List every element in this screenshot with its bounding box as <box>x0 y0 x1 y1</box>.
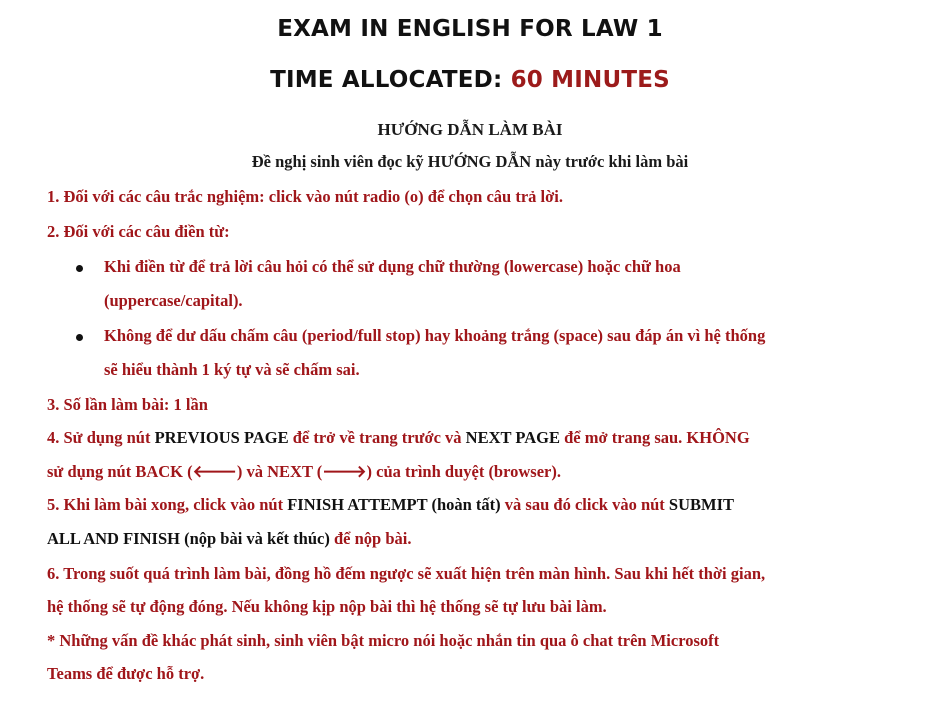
note-line-1: * Những vấn đề khác phát sinh, sinh viên bật micro nói hoặc nhắn tin qua ô chat trên Microsoft <box>47 631 720 650</box>
bullet-1-line-1: Khi điền từ để trả lời câu hỏi có thể sử dụng chữ thường (lowercase) hoặc chữ hoa <box>104 257 681 276</box>
instruction-item-5-line-2 <box>47 529 411 549</box>
submit-label: SUBMIT <box>668 495 735 514</box>
instruction-item-2: 2. Đối với các câu điền từ: <box>47 222 230 241</box>
next-page-label: NEXT PAGE <box>465 428 560 447</box>
time-value: 60 MINUTES <box>510 67 670 93</box>
bullet-1-line-2: (uppercase/capital). <box>104 291 243 310</box>
time-label: TIME ALLOCATED: <box>270 67 511 93</box>
guide-heading: HƯỚNG DẪN LÀM BÀI <box>377 120 563 139</box>
instruction-item-1: 1. Đối với các câu trắc nghiệm: click vào nút radio (o) để chọn câu trả lời. <box>47 187 563 206</box>
bullet-2-line-1: Không để dư dấu chấm câu (period/full stop) hay khoảng trắng (space) sau đáp án vì hệ thống <box>104 326 766 345</box>
guide-subheading: Đề nghị sinh viên đọc kỹ HƯỚNG DẪN này trước khi làm bài <box>251 152 689 171</box>
instruction-item-6-line-1: 6. Trong suốt quá trình làm bài, đồng hồ đếm ngược sẽ xuất hiện trên màn hình. Sau khi hết thời gian, <box>47 564 766 583</box>
note-line-2: Teams để được hỗ trợ. <box>47 664 205 683</box>
bullet-dot <box>76 334 83 341</box>
item5-text: để nộp bài. <box>329 529 412 548</box>
bullet-dot <box>76 265 83 272</box>
time-allocated <box>0 67 940 93</box>
instruction-item-6-line-2: hệ thống sẽ tự động đóng. Nếu không kịp nộp bài thì hệ thống sẽ tự lưu bài làm. <box>47 597 607 616</box>
instruction-item-4-line-1 <box>47 428 750 448</box>
item5-text: và sau đó click vào nút <box>500 495 669 514</box>
previous-page-label: PREVIOUS PAGE <box>154 428 289 447</box>
item4-text: 4. Sử dụng nút <box>47 428 155 447</box>
instruction-item-5-line-1 <box>47 495 734 515</box>
instruction-item-4-line-2: sử dụng nút BACK (🡐) và NEXT (🡒) của trình duyệt (browser). <box>47 462 561 481</box>
instruction-item-3: 3. Số lần làm bài: 1 lần <box>47 395 208 414</box>
item4-text: để trở về trang trước và <box>288 428 466 447</box>
item5-text: 5. Khi làm bài xong, click vào nút <box>47 495 288 514</box>
item4-text: để mở trang sau. KHÔNG <box>559 428 750 447</box>
bullet-2-line-2: sẽ hiểu thành 1 ký tự và sẽ chấm sai. <box>104 360 360 379</box>
submit-all-finish-label: ALL AND FINISH (nộp bài và kết thúc) <box>47 529 330 548</box>
exam-title: EXAM IN ENGLISH FOR LAW 1 <box>277 16 663 42</box>
finish-attempt-label: FINISH ATTEMPT (hoàn tất) <box>287 495 501 514</box>
